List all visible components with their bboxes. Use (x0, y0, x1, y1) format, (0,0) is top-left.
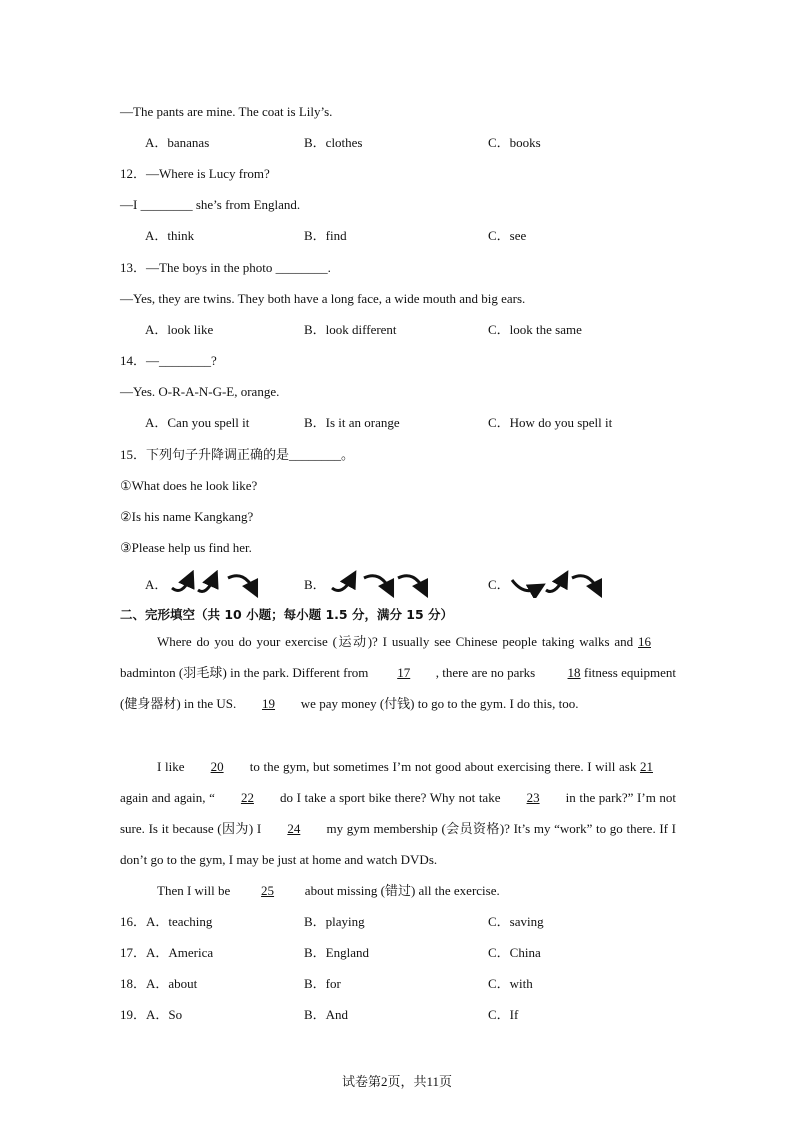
q14-option-c[interactable]: C．How do you spell it (488, 415, 613, 430)
q12-option-a[interactable]: A．think (145, 228, 195, 243)
blank-23[interactable]: 23 (526, 790, 540, 805)
falling-arrow-icon (364, 576, 390, 590)
q13-option-b[interactable]: B．look different (304, 322, 397, 337)
rising-arrow-icon (546, 578, 564, 592)
page-footer: 试卷第2页，共11页 (341, 1074, 453, 1089)
q18-option-b[interactable]: B．for (304, 976, 341, 991)
q18-option-c[interactable]: C．with (488, 976, 533, 991)
q15-option-c[interactable]: C． (488, 577, 510, 592)
q13-option-a[interactable]: A．look like (145, 322, 214, 337)
q11-reply: —The pants are mine. The coat is Lily’s. (120, 104, 333, 119)
q15-option-b[interactable]: B． (304, 577, 326, 592)
q13-option-c[interactable]: C．look the same (488, 322, 582, 337)
q11-option-c[interactable]: C．books (488, 135, 541, 150)
blank-21[interactable]: 21 (640, 759, 653, 774)
falling-arrow-icon (512, 580, 538, 591)
intonation-arrows-a (168, 570, 260, 598)
q16-option-a[interactable]: 16．A．teaching (120, 914, 213, 929)
rising-arrow-icon (332, 578, 352, 590)
cloze-paragraph-1: Where do you do your exercise (运动)? I usually see Chinese people taking walks and 16 badminton (羽毛球) in the park. Different from 17 , there are no parks 18 fitness equipment (健身器材) in the US. 19 we pay money (付钱) to go to the gym. I do this, too. (120, 626, 676, 719)
q12-option-b[interactable]: B．find (304, 228, 347, 243)
q17-option-c[interactable]: C．China (488, 945, 541, 960)
blank-17[interactable]: 17 (397, 665, 411, 680)
rising-arrow-icon (172, 578, 190, 590)
q19-option-c[interactable]: C．If (488, 1007, 519, 1022)
cloze-paragraph-2: I like 20 to the gym, but sometimes I’m not good about exercising there. I will ask 21 again and again, “ 22 do I take a sport bike there? Why not take 23 in the park?” I’m not sure. Is it because (因为) I 24 my gym membership (会员资格)? It’s my “work” to go there. If I don’t go to the gym, I may be just at home and watch DVDs. (120, 751, 676, 875)
intonation-arrows-b (328, 570, 428, 598)
blank-20[interactable]: 20 (210, 759, 224, 774)
q12-stem: 12．—Where is Lucy from? (120, 166, 270, 181)
falling-arrow-icon (398, 576, 424, 590)
q15-sentence-1: ①What does he look like? (120, 478, 258, 493)
q14-option-a[interactable]: A．Can you spell it (145, 415, 250, 430)
section-2-heading: 二、完形填空（共 10 小题；每小题 1.5 分，满分 15 分） (120, 607, 454, 622)
q15-sentence-2: ②Is his name Kangkang? (120, 509, 254, 524)
q18-option-a[interactable]: 18．A．about (120, 976, 198, 991)
q11-option-b[interactable]: B．clothes (304, 135, 363, 150)
q11-option-a[interactable]: A．bananas (145, 135, 210, 150)
q14-stem: 14．—________? (120, 353, 217, 368)
blank-16[interactable]: 16 (638, 634, 651, 649)
blank-18[interactable]: 18 (567, 665, 581, 680)
q15-option-a[interactable]: A． (145, 577, 168, 592)
q19-option-b[interactable]: B．And (304, 1007, 349, 1022)
falling-arrow-icon (572, 576, 598, 590)
q13-stem: 13．—The boys in the photo ________. (120, 260, 331, 275)
intonation-arrows-c (510, 570, 602, 598)
rising-arrow-icon (198, 578, 214, 592)
q14-option-b[interactable]: B．Is it an orange (304, 415, 400, 430)
q15-sentence-3: ③Please help us find her. (120, 540, 252, 555)
q12-reply: —I ________ she’s from England. (120, 197, 301, 212)
q17-option-b[interactable]: B．England (304, 945, 369, 960)
q16-option-c[interactable]: C．saving (488, 914, 544, 929)
blank-24[interactable]: 24 (287, 821, 301, 836)
blank-19[interactable]: 19 (262, 696, 276, 711)
falling-arrow-icon (228, 576, 254, 590)
q12-option-c[interactable]: C．see (488, 228, 527, 243)
q14-reply: —Yes. O-R-A-N-G-E, orange. (120, 384, 280, 399)
blank-22[interactable]: 22 (240, 790, 254, 805)
q15-stem: 15．下列句子升降调正确的是________。 (120, 447, 355, 462)
q17-option-a[interactable]: 17．A．America (120, 945, 214, 960)
blank-25[interactable]: 25 (261, 883, 275, 898)
cloze-paragraph-3: Then I will be 25 about missing (错过) all the exercise. (120, 875, 676, 906)
q16-option-b[interactable]: B．playing (304, 914, 365, 929)
q19-option-a[interactable]: 19．A．So (120, 1007, 183, 1022)
q13-reply: —Yes, they are twins. They both have a long face, a wide mouth and big ears. (120, 291, 526, 306)
